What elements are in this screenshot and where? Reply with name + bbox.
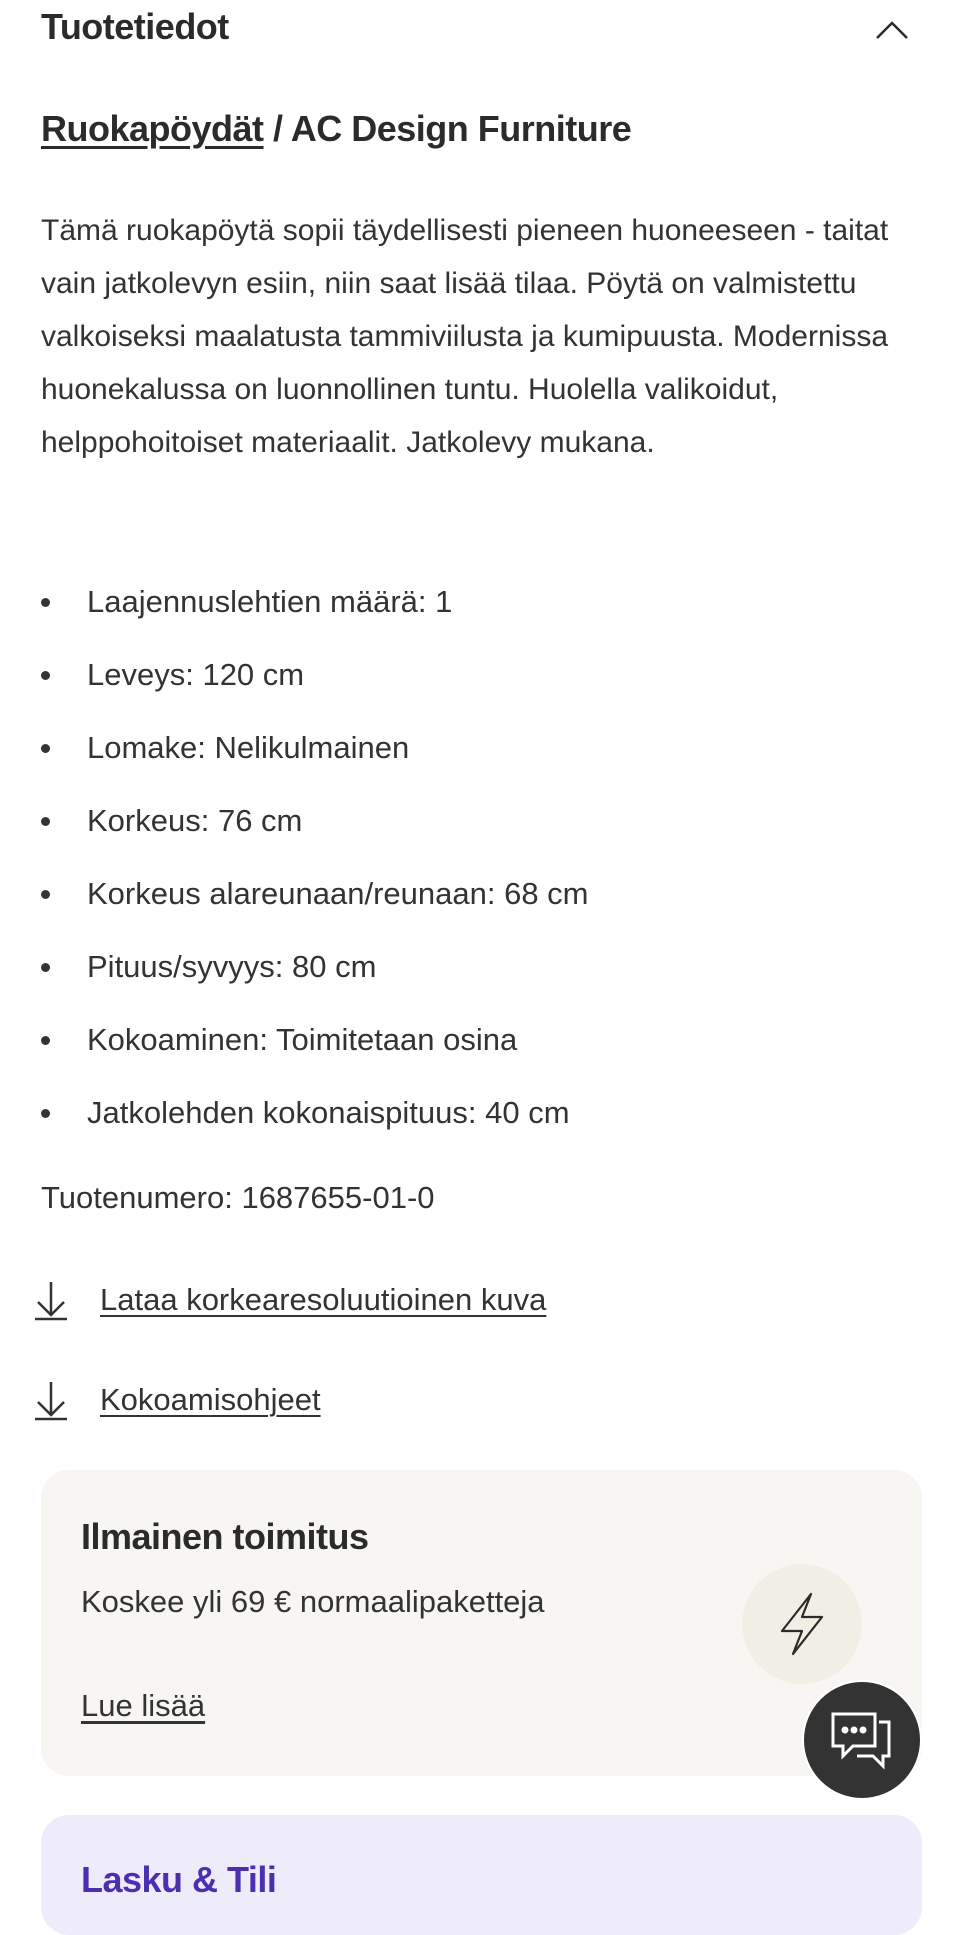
download-icon (32, 1278, 70, 1322)
breadcrumb (41, 108, 631, 150)
spec-item: Laajennuslehtien määrä: 1 (41, 572, 589, 645)
read-more-link[interactable]: Lue lisää (81, 1688, 206, 1723)
download-image-link[interactable] (32, 1278, 546, 1322)
chat-button[interactable] (802, 1680, 922, 1800)
spec-list (41, 572, 589, 1156)
free-delivery-title: Ilmainen toimitus (81, 1516, 369, 1557)
section-title[interactable]: Tuotetiedot (41, 6, 229, 47)
lightning-icon (742, 1564, 862, 1684)
chevron-up-icon[interactable] (872, 14, 912, 44)
product-number: Tuotenumero: 1687655-01-0 (41, 1180, 435, 1215)
breadcrumb-brand: AC Design Furniture (290, 108, 632, 149)
free-delivery-text: Koskee yli 69 € normaalipaketteja (81, 1584, 545, 1619)
chat-bubbles-icon (829, 1710, 895, 1770)
spec-item: Korkeus: 76 cm (41, 791, 589, 864)
breadcrumb-category-link[interactable]: Ruokapöydät (41, 108, 264, 149)
invoice-account-card (41, 1815, 922, 1935)
product-description: Tämä ruokapöytä sopii täydellisesti pieneen huoneeseen - taitat vain jatkolevyn esiin, niin saat lisää tilaa. Pöytä on valmistettu valkoiseksi maalatusta tammiviilusta ja kumipuusta. Modernissa huonekalussa on luonnollinen tuntu. Huolella valikoidut, helppohoitoiset materiaalit. Jatkolevy mukana. (41, 214, 889, 459)
spec-item: Kokoaminen: Toimitetaan osina (41, 1010, 589, 1083)
invoice-account-title: Lasku & Tili (81, 1859, 277, 1900)
assembly-instructions-link[interactable] (32, 1378, 321, 1422)
download-icon (32, 1378, 70, 1422)
spec-item: Leveys: 120 cm (41, 645, 589, 718)
spec-item: Pituus/syvyys: 80 cm (41, 937, 589, 1010)
download-image-label[interactable]: Lataa korkearesoluutioinen kuva (100, 1282, 547, 1317)
spec-item: Korkeus alareunaan/reunaan: 68 cm (41, 864, 589, 937)
assembly-instructions-label[interactable]: Kokoamisohjeet (100, 1382, 321, 1417)
spec-item: Jatkolehden kokonaispituus: 40 cm (41, 1083, 589, 1156)
breadcrumb-separator: / (263, 108, 291, 149)
spec-item: Lomake: Nelikulmainen (41, 718, 589, 791)
